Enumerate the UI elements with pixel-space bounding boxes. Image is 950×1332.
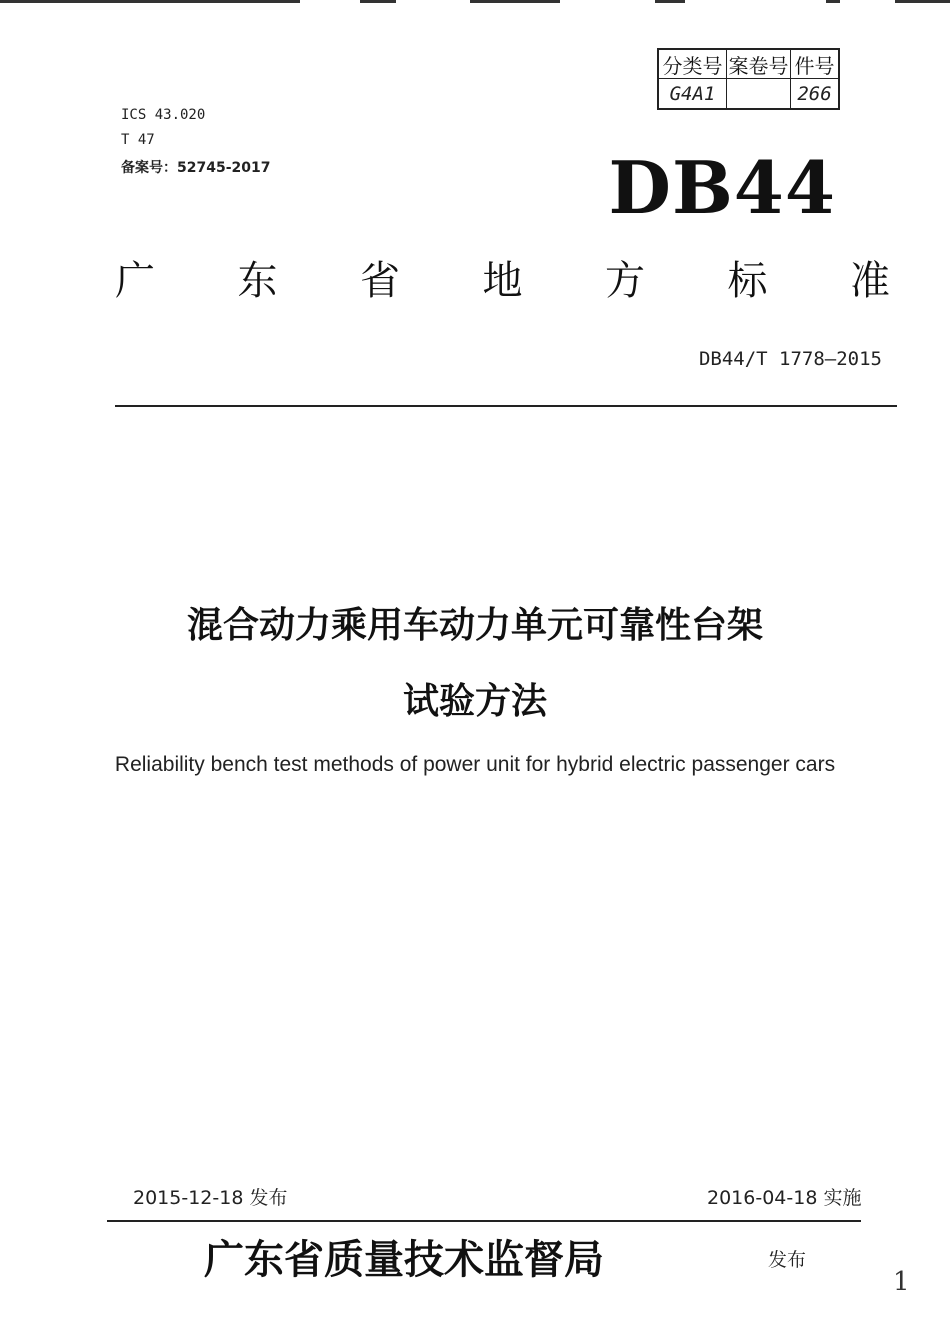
db44-logo: DB44	[608, 145, 836, 230]
stamp-header-category: 分类号	[659, 50, 727, 79]
publish-label: 发布	[768, 1249, 807, 1271]
standard-type-heading	[115, 253, 890, 309]
stamp-value-item: 266	[797, 82, 832, 105]
bottom-divider	[107, 1220, 861, 1222]
heading-char: 广	[115, 258, 155, 304]
ics-code: ICS 43.020	[121, 107, 206, 123]
publisher-name: 广东省质量技术监督局	[204, 1236, 604, 1283]
scan-mark	[470, 0, 560, 3]
top-divider	[115, 405, 897, 407]
classification-code: T 47	[121, 132, 155, 148]
scan-mark	[826, 0, 840, 3]
archive-stamp	[657, 48, 840, 110]
standard-number: DB44/T 1778—2015	[698, 348, 882, 370]
heading-char: 地	[482, 258, 523, 304]
scan-mark	[360, 0, 396, 3]
scan-mark	[0, 0, 300, 3]
title-en: Reliability bench test methods of power unit for hybrid electric passenger cars	[114, 753, 836, 776]
page-number: 1	[893, 1267, 910, 1297]
scan-mark	[655, 0, 685, 3]
issue-date: 2015-12-18 发布	[133, 1187, 288, 1209]
title-cn-line2: 试验方法	[402, 681, 547, 722]
stamp-header-file: 案卷号	[727, 50, 791, 79]
title-cn-line1: 混合动力乘用车动力单元可靠性台架	[186, 605, 763, 646]
heading-char: 东	[237, 258, 278, 304]
heading-char: 准	[850, 258, 890, 304]
stamp-header-item: 件号	[791, 50, 838, 79]
heading-char: 方	[605, 258, 645, 304]
scan-mark	[895, 0, 950, 3]
stamp-value-file	[727, 79, 791, 108]
heading-char: 标	[727, 258, 768, 304]
filing-number: 备案号：52745-2017	[121, 160, 271, 176]
heading-char: 省	[360, 258, 400, 304]
implement-date: 2016-04-18 实施	[707, 1187, 862, 1209]
stamp-value-category: G4A1	[659, 79, 727, 108]
